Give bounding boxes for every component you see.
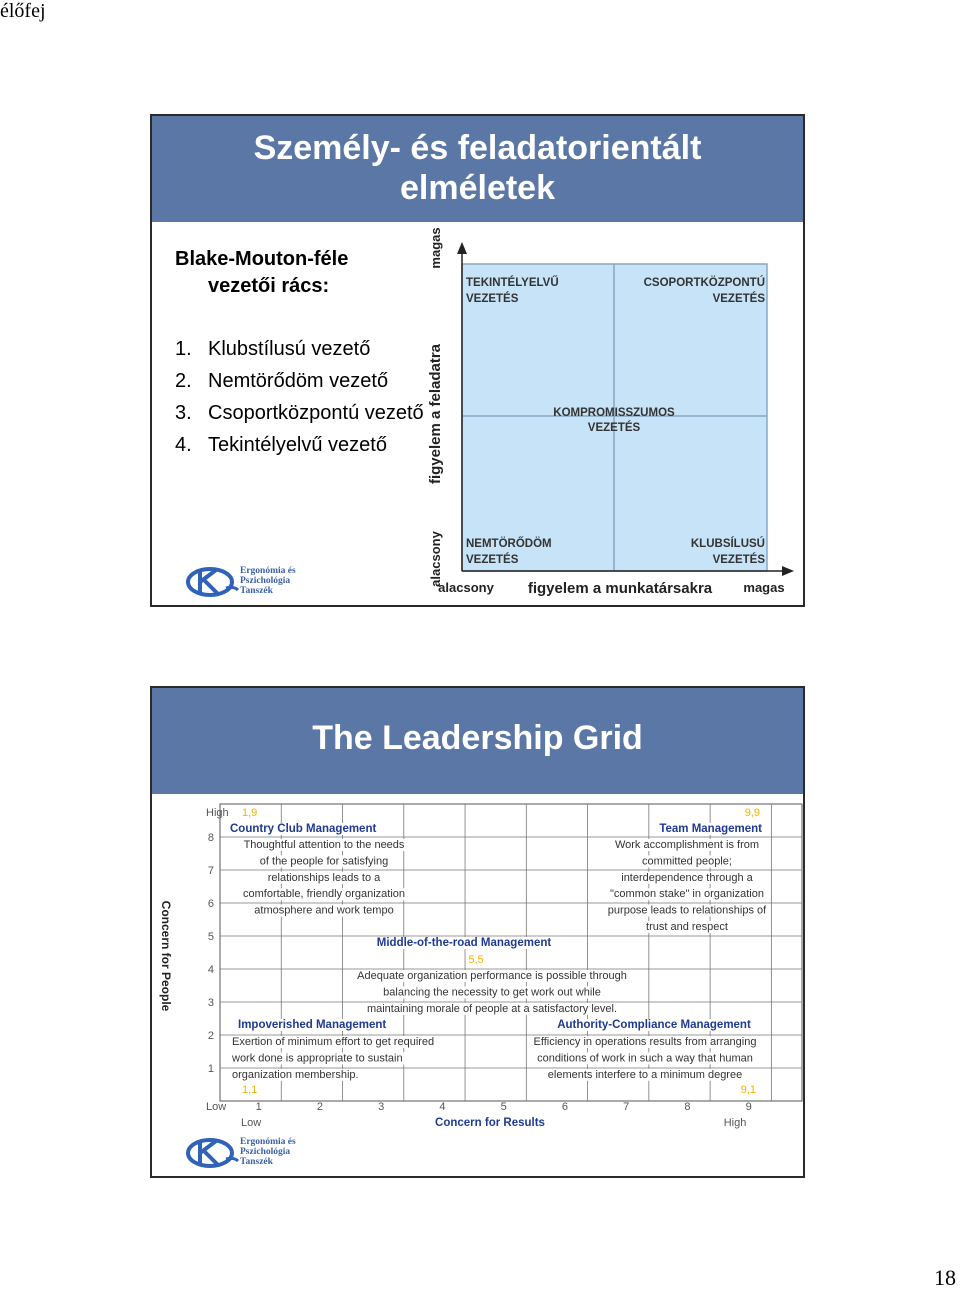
grid-heading-line1: Blake-Mouton-féle <box>175 248 349 270</box>
quadrant-label-impoverished: NEMTÖRŐDÖM <box>466 538 552 550</box>
quadrant-label-authority-2: VEZETÉS <box>466 293 519 305</box>
impoverished-text-line: work done is appropriate to sustain <box>232 1052 403 1065</box>
y-axis-label: figyelem a feladatra <box>427 343 444 485</box>
list-item <box>175 368 425 394</box>
logo-icon <box>186 564 240 600</box>
x-low-label: alacsony <box>438 580 494 595</box>
country-club-text-line: Thoughtful attention to the needs <box>243 839 405 851</box>
y-high-label: High <box>206 807 229 819</box>
x-high-label: magas <box>743 580 785 595</box>
team-management-description <box>606 839 769 933</box>
country-club-text-line: comfortable, friendly organization <box>242 888 406 901</box>
quadrant-label-country-club: KLUBSÍLUSÚ <box>690 538 765 550</box>
corner-label-9-9: 9,9 <box>744 807 760 819</box>
list-number: 1. <box>175 338 192 360</box>
list-number: 2. <box>175 370 192 392</box>
list-item <box>175 400 425 426</box>
team-management-text-line: trust and respect <box>646 921 728 933</box>
y-tick-label: 3 <box>207 997 214 1009</box>
x-low-label: Low <box>241 1117 262 1129</box>
impoverished-text-line: organization membership. <box>232 1068 359 1081</box>
authority-compliance-text-line: Efficiency in operations results from arranging <box>533 1036 757 1048</box>
country-club-description <box>241 839 407 917</box>
slide-leadership-grid <box>150 686 805 1178</box>
x-tick-label: 9 <box>745 1101 752 1113</box>
middle-road-title: Middle-of-the-road Management <box>376 937 552 949</box>
y-axis-label: Concern for People <box>159 900 173 1012</box>
y-high-label: magas <box>428 227 443 269</box>
x-tick-label: 1 <box>255 1101 262 1113</box>
country-club-text-line: relationships leads to a <box>267 871 381 884</box>
x-high-label: High <box>723 1117 747 1129</box>
logo-text: Ergonómia és Pszichológia Tanszék <box>240 1137 296 1167</box>
list-number: 3. <box>175 402 192 424</box>
team-management-text-line: committed people; <box>642 855 732 868</box>
country-club-text-line: of the people for satisfying <box>259 855 389 868</box>
y-axis-arrow-icon <box>457 242 467 254</box>
team-management-text-line: "common stake" in organization <box>610 888 764 901</box>
y-tick-label: 8 <box>207 832 214 844</box>
department-logo <box>186 1135 306 1171</box>
corner-label-5-5: 5,5 <box>468 954 484 966</box>
x-tick-labels <box>256 1101 752 1113</box>
team-management-text-line: purpose leads to relationships of <box>607 904 767 917</box>
x-tick-label: 2 <box>316 1101 323 1113</box>
corner-label-1-9: 1,9 <box>242 807 258 819</box>
impoverished-text-line: Exertion of minimum effort to get required <box>232 1036 435 1048</box>
authority-compliance-title: Authority-Compliance Management <box>557 1019 751 1031</box>
logo-text: Ergonómia és Pszichológia Tanszék <box>240 566 296 596</box>
page-header: élőfej <box>0 0 46 22</box>
authority-compliance-text-line: elements interfere to a minimum degree <box>547 1068 743 1081</box>
country-club-text-line: atmosphere and work tempo <box>254 904 394 917</box>
quadrant-label-compromise: KOMPROMISSZUMOS <box>553 407 675 419</box>
impoverished-description <box>229 1036 436 1081</box>
list-item <box>175 432 425 458</box>
department-logo <box>186 564 306 600</box>
country-club-title: Country Club Management <box>230 823 377 835</box>
quadrant-label-country-club-2: VEZETÉS <box>712 554 765 566</box>
grid-heading-line2: vezetői rács: <box>208 275 330 297</box>
x-tick-label: 5 <box>500 1101 507 1113</box>
leader-style-list <box>175 336 425 464</box>
list-text: Tekintélyelvű vezető <box>208 434 387 456</box>
list-item <box>175 336 425 362</box>
impoverished-title: Impoverished Management <box>238 1019 387 1031</box>
team-management-title: Team Management <box>659 823 762 835</box>
x-axis-arrow-icon <box>782 566 794 576</box>
list-text: Klubstílusú vezető <box>208 338 371 360</box>
team-management-text-line: interdependence through a <box>621 871 753 884</box>
y-tick-label: 4 <box>207 964 214 976</box>
y-tick-label: 1 <box>207 1063 214 1075</box>
corner-label-9-1: 9,1 <box>740 1084 756 1096</box>
x-axis-label: Concern for Results <box>435 1117 545 1129</box>
managerial-grid-diagram <box>422 224 802 604</box>
x-tick-label: 8 <box>684 1101 691 1113</box>
corner-label-1-1: 1,1 <box>242 1084 258 1096</box>
quadrant-label-authority: TEKINTÉLYELVŰ <box>466 277 559 289</box>
quadrant-label-team-2: VEZETÉS <box>712 293 765 305</box>
authority-compliance-description <box>532 1036 759 1081</box>
quadrant-label-compromise-2: VEZETÉS <box>587 422 641 434</box>
leadership-grid-diagram <box>152 796 803 1136</box>
team-management-text-line: Work accomplishment is from <box>614 839 760 851</box>
slide-title: The Leadership Grid <box>152 688 803 794</box>
y-tick-label: 7 <box>207 865 214 877</box>
authority-compliance-text-line: conditions of work in such a way that human <box>537 1052 753 1065</box>
y-low-label: Low <box>206 1101 227 1113</box>
list-text: Nemtörődöm vezető <box>208 370 389 392</box>
middle-road-text-line: Adequate organization performance is possible through <box>357 970 627 982</box>
middle-road-text-line: maintaining morale of people at a satisfactory level. <box>366 1002 618 1015</box>
middle-road-text-line: balancing the necessity to get work out while <box>383 986 601 999</box>
list-number: 4. <box>175 434 192 456</box>
page-number: 18 <box>934 1265 956 1290</box>
quadrant-label-impoverished-2: VEZETÉS <box>466 554 519 566</box>
list-text: Csoportközpontú vezető <box>208 402 424 424</box>
y-tick-label: 6 <box>207 898 214 910</box>
x-tick-label: 3 <box>378 1101 385 1113</box>
y-tick-label: 5 <box>207 931 214 943</box>
slide-title: Személy- és feladatorientált elméletek <box>152 116 803 222</box>
y-low-label: alacsony <box>428 531 443 587</box>
middle-road-description <box>355 970 629 1015</box>
y-tick-label: 2 <box>207 1030 214 1042</box>
y-tick-labels <box>208 832 214 1075</box>
logo-icon <box>186 1135 240 1171</box>
x-tick-label: 6 <box>561 1101 569 1113</box>
x-tick-label: 4 <box>439 1101 446 1113</box>
grid-heading <box>175 246 348 300</box>
slide-blake-mouton <box>150 114 805 607</box>
x-tick-label: 7 <box>623 1101 630 1113</box>
quadrant-label-team: CSOPORTKÖZPONTÚ <box>643 277 765 289</box>
x-axis-label: figyelem a munkatársakra <box>527 580 713 597</box>
